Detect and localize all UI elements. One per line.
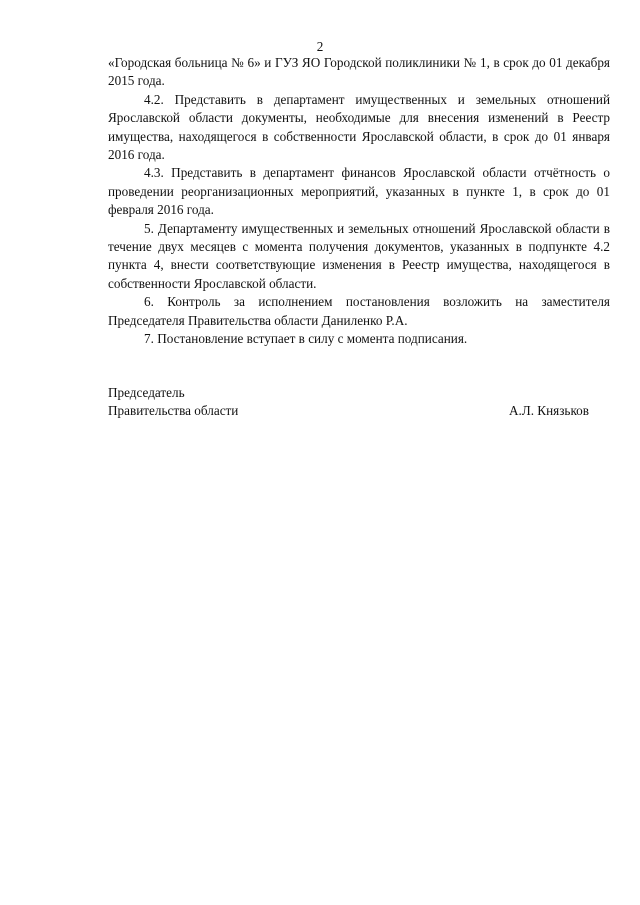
- paragraph-4-2: 4.2. Представить в департамент имущественных и земельных отношений Ярославской области документы, необходимые для внесения изменений в Реестр имущества, находящегося в собственности Ярославской области, в срок до 01 января 2016 года.: [108, 91, 610, 163]
- paragraph-6: 6. Контроль за исполнением постановления возложить на заместителя Председателя Правительства области Даниленко Р.А.: [108, 294, 610, 328]
- signature-block: [108, 384, 589, 421]
- paragraph-4-3: 4.3. Представить в департамент финансов Ярославской области отчётность о проведении реорганизационных мероприятий, указанных в пункте 1, в срок до 01 февраля 2016 года.: [108, 165, 610, 218]
- signature-title-line1: Председатель: [108, 385, 185, 400]
- page-number: 2: [316, 39, 324, 54]
- signature-title-line2: Правительства области: [108, 403, 239, 419]
- signatory-name: А.Л. Князьков: [508, 403, 589, 419]
- signature-row: [108, 402, 589, 420]
- paragraph-5: 5. Департаменту имущественных и земельных отношений Ярославской области в течение двух месяцев с момента получения документов, указанных в подпункте 4.2 пункта 4, внести соответствующие изменения в Реестр имущества, находящегося в собственности Ярославской области.: [108, 220, 610, 291]
- paragraph-7: 7. Постановление вступает в силу с момента подписания.: [144, 331, 468, 347]
- paragraph-continuation: «Городская больница № 6» и ГУЗ ЯО Городской поликлиники № 1, в срок до 01 декабря 2015 года.: [108, 55, 610, 89]
- document-body: [108, 54, 610, 349]
